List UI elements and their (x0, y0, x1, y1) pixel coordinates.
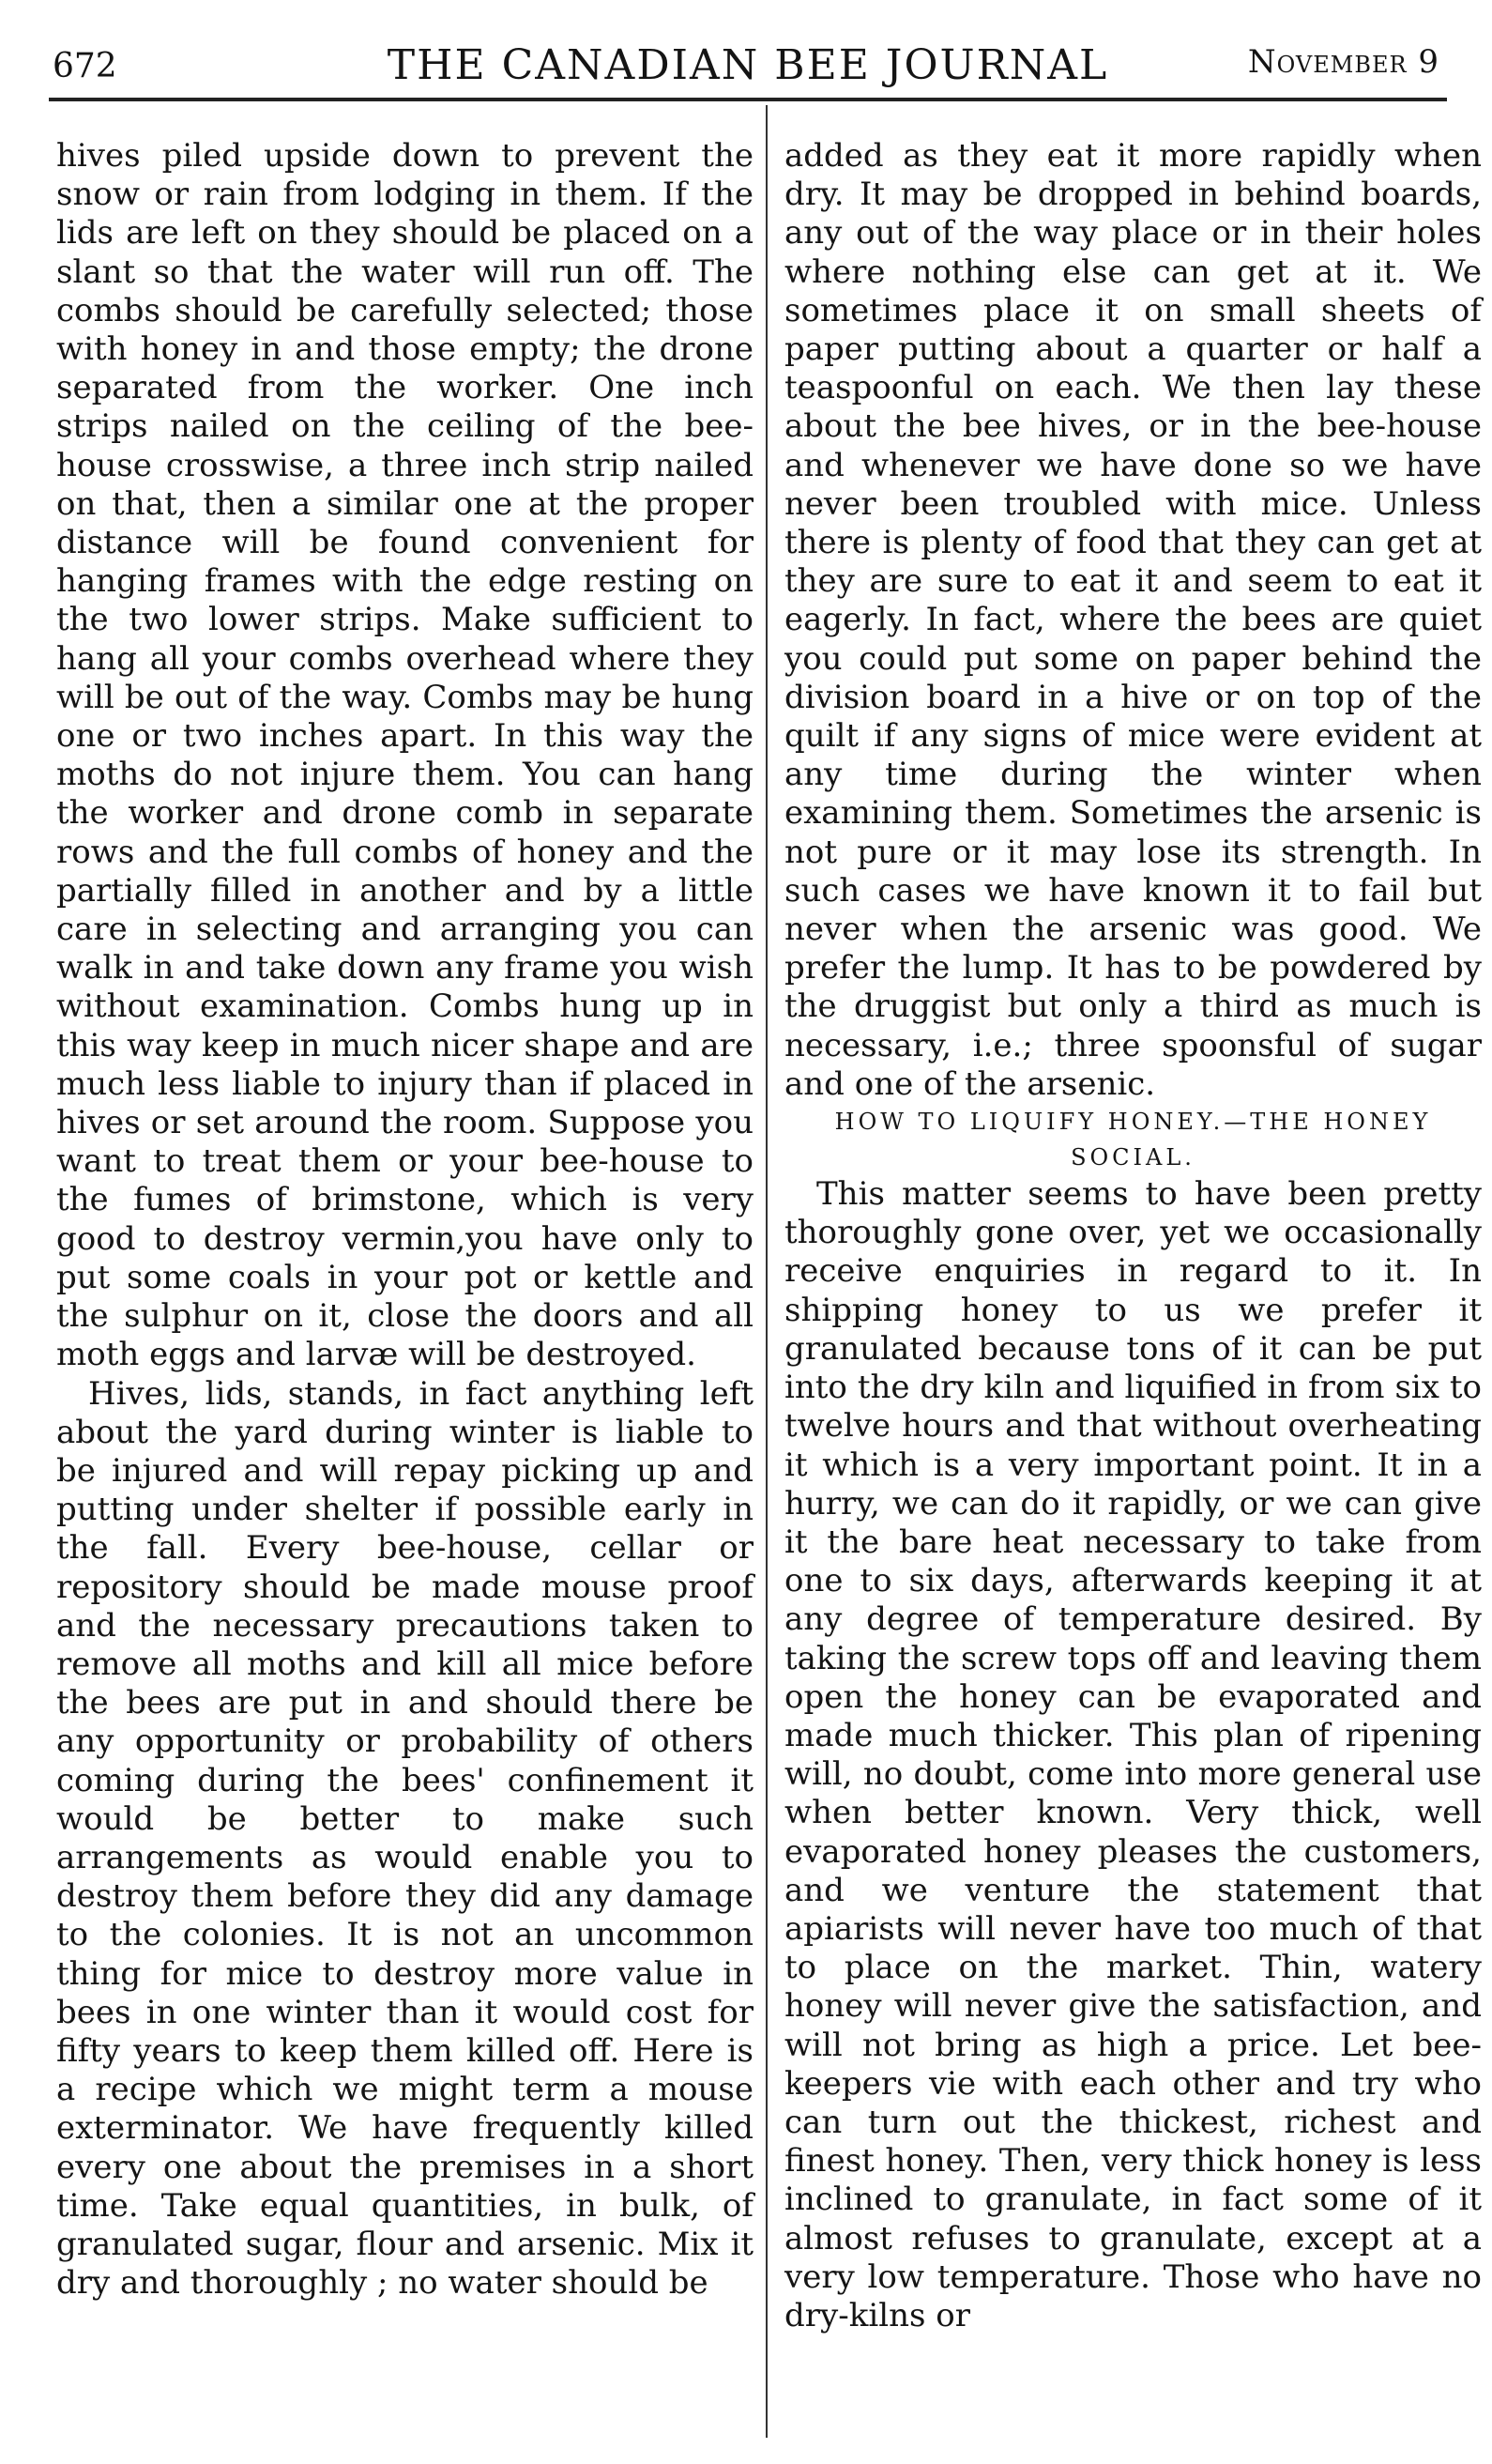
issue-date: November 9 (1247, 43, 1439, 81)
header-rule (49, 98, 1447, 101)
column-divider (766, 105, 768, 2438)
right-paragraph-2: This matter seems to have been pretty thoroughly gone over, yet we occasionally receive enquiries in regard to it. In shipping honey to us we prefer it granulated because tons of it can be put into the dry kiln and liquified in from six to twelve hours and that without overheating it which is a very important point. It in a hurry, we can do it rapidly, or we can give it the bare heat necessary to take from one to six days, afterwards keeping it at any degree of temperature desired. By taking the screw tops off and leaving them open the honey can be evaporated and made much thicker. This plan of ripening will, no doubt, come into more general use when better known. Very thick, well evaporated honey pleases the customers, and we venture the statement that apiarists will never have too much of that to place on the market. Thin, watery honey will never give the satisfaction, and will not bring as high a price. Let bee-keepers vie with each other and try who can turn out the thickest, richest and finest honey. Then, very thick honey is less inclined to granulate, in fact some of it almost refuses to granulate, except at a very low temperature. Those who have no dry-kilns or (784, 1175, 1482, 2334)
page-header (49, 30, 1447, 96)
section-heading: HOW TO LIQUIFY HONEY.—THE HONEY SOCIAL. (834, 1109, 1432, 1171)
right-paragraph-1: added as they eat it more rapidly when dry. It may be dropped in behind boards, any out of the way place or in their holes where nothing else can get at it. We sometimes place it on small sheets of paper putting about a quarter or half a teaspoonful on each. We then lay these about the bee hives, or in the bee-house and whenever we have done so we have never been troubled with mice. Unless there is plenty of food that they can get at they are sure to eat it and seem to eat it eagerly. In fact, where the bees are quiet you could put some on paper behind the division board in a hive or on top of the quilt if any signs of mice were evident at any time during the winter when examining them. Sometimes the arsenic is not pure or it may lose its strength. In such cases we have known it to fail but never when the arsenic was good. We prefer the lump. It has to be powdered by the druggist but only a third as much is necessary, i.e.; three spoonsful of sugar and one of the arsenic. (784, 137, 1482, 1103)
left-paragraph-2: Hives, lids, stands, in fact anything left about the yard during winter is liable to be injured and will repay picking up and putting under shelter if possible early in the fall. Every bee-house, cellar or repository should be made mouse proof and the necessary precautions taken to remove all moths and kill all mice before the bees are put in and should there be any opportunity or probability of others coming during the bees' confinement it would be better to make such arrangements as would enable you to destroy them before they did any damage to the colonies. It is not an uncommon thing for mice to destroy more value in bees in one winter than it would cost for fifty years to keep them killed off. Here is a recipe which we might term a mouse exterminator. We have frequently killed every one about the premises in a short time. Take equal quantities, in bulk, of granulated sugar, flour and arsenic. Mix it dry and thoroughly ; no water should be (56, 1374, 754, 2303)
page-number: 672 (53, 47, 117, 85)
right-column (784, 137, 1482, 2335)
left-paragraph-1: hives piled upside down to prevent the snow or rain from lodging in them. If the lids are left on they should be placed on a slant so that the water will run off. The combs should be carefully selected; those with honey in and those empty; the drone separated from the worker. One inch strips nailed on the ceiling of the bee-house crosswise, a three inch strip nailed on that, then a similar one at the proper distance will be found convenient for hanging frames with the edge resting on the two lower strips. Make sufficient to hang all your combs overhead where they will be out of the way. Combs may be hung one or two inches apart. In this way the moths do not injure them. You can hang the worker and drone comb in separate rows and the full combs of honey and the partially filled in another and by a little care in selecting and arranging you can walk in and take down any frame you wish without examination. Combs hung up in this way keep in much nicer shape and are much less liable to injury than if placed in hives or set around the room. Suppose you want to treat them or your bee-house to the fumes of brimstone, which is very good to destroy vermin,you have only to put some coals in your pot or kettle and the sulphur on it, close the doors and all moth eggs and larvæ will be destroyed. (56, 137, 754, 1374)
journal-title: THE CANADIAN BEE JOURNAL (387, 41, 1109, 89)
left-column (56, 137, 754, 2303)
